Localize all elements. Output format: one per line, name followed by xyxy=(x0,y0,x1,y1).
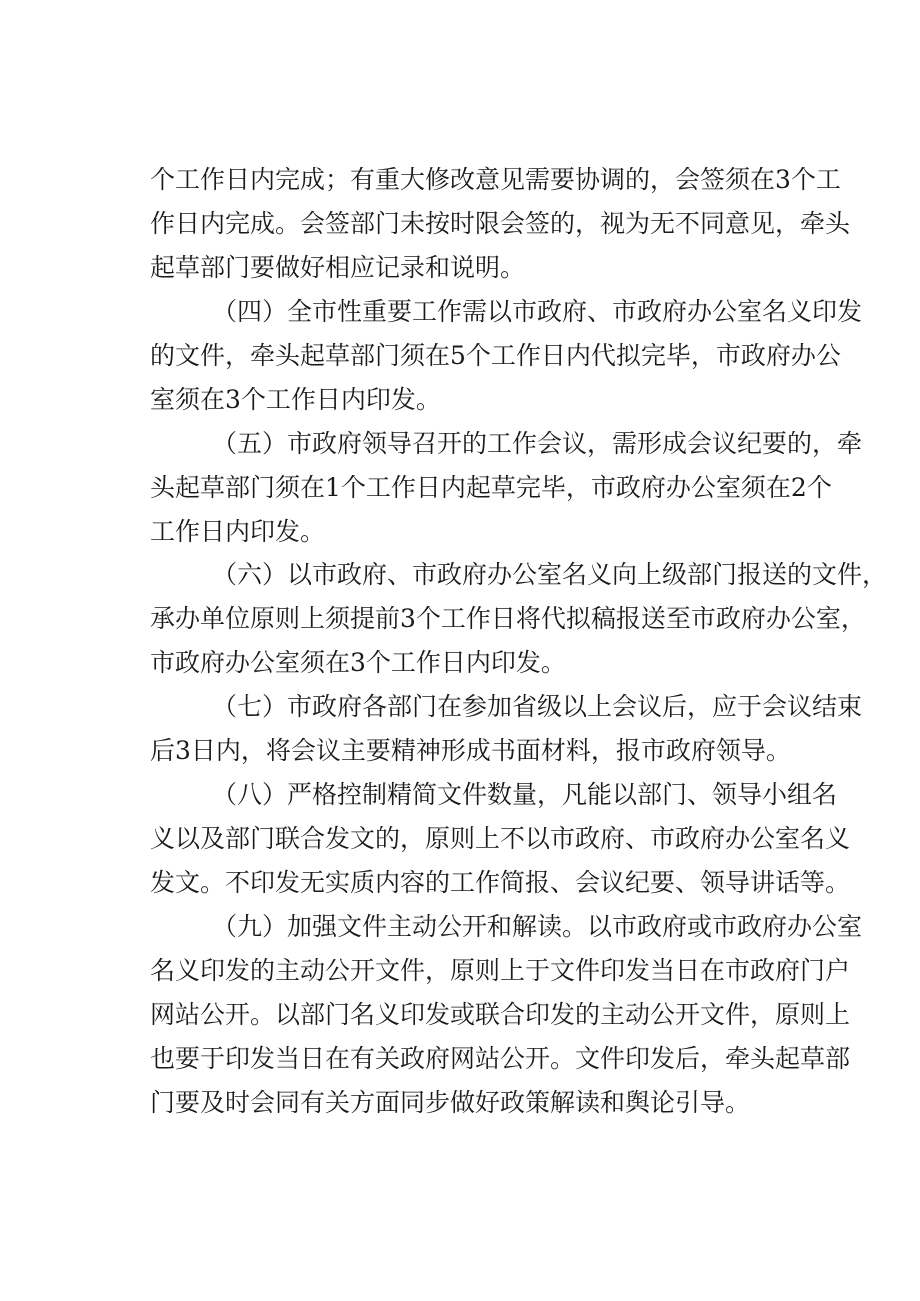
paragraph-line: （六）以市政府、市政府办公室名义向上级部门报送的文件， xyxy=(212,560,888,589)
paragraph-line: 作日内完成。会签部门未按时限会签的，视为无不同意见，牵头 xyxy=(150,209,851,238)
paragraph-line: （四）全市性重要工作需以市政府、市政府办公室名义印发 xyxy=(212,297,863,326)
paragraph-line: 承办单位原则上须提前3个工作日将代拟稿报送至市政府办公室， xyxy=(150,604,866,633)
paragraph-line: 起草部门要做好相应记录和说明。 xyxy=(150,253,526,282)
paragraph-line: 头起草部门须在1个工作日内起草完毕，市政府办公室须在2个 xyxy=(150,473,832,502)
paragraph-line: 工作日内印发。 xyxy=(150,517,326,546)
paragraph-line: 发文。不印发无实质内容的工作简报、会议纪要、领导讲话等。 xyxy=(150,868,851,897)
paragraph-line: 网站公开。以部门名义印发或联合印发的主动公开文件，原则上 xyxy=(150,1000,851,1029)
paragraph-line: 个工作日内完成；有重大修改意见需要协调的，会签须在3个工 xyxy=(150,165,841,194)
paragraph-line: 室须在3个工作日内印发。 xyxy=(150,385,441,414)
paragraph-line: （五）市政府领导召开的工作会议，需形成会议纪要的，牵 xyxy=(212,429,863,458)
paragraph-line: （八）严格控制精简文件数量，凡能以部门、领导小组名 xyxy=(212,780,838,809)
paragraph-line: 后3日内，将会议主要精神形成书面材料，报市政府领导。 xyxy=(150,736,791,765)
paragraph-line: 义以及部门联合发文的，原则上不以市政府、市政府办公室名义 xyxy=(150,824,851,853)
paragraph-line: 门要及时会同有关方面同步做好政策解读和舆论引导。 xyxy=(150,1088,751,1117)
paragraph-line: 也要于印发当日在有关政府网站公开。文件印发后，牵头起草部 xyxy=(150,1044,851,1073)
paragraph-line: 市政府办公室须在3个工作日内印发。 xyxy=(150,648,566,677)
paragraph-line: （七）市政府各部门在参加省级以上会议后，应于会议结束 xyxy=(212,692,863,721)
paragraph-line: 名义印发的主动公开文件，原则上于文件印发当日在市政府门户 xyxy=(150,956,851,985)
paragraph-line: 的文件，牵头起草部门须在5个工作日内代拟完毕，市政府办公 xyxy=(150,341,841,370)
paragraph-line: （九）加强文件主动公开和解读。以市政府或市政府办公室 xyxy=(212,912,863,941)
